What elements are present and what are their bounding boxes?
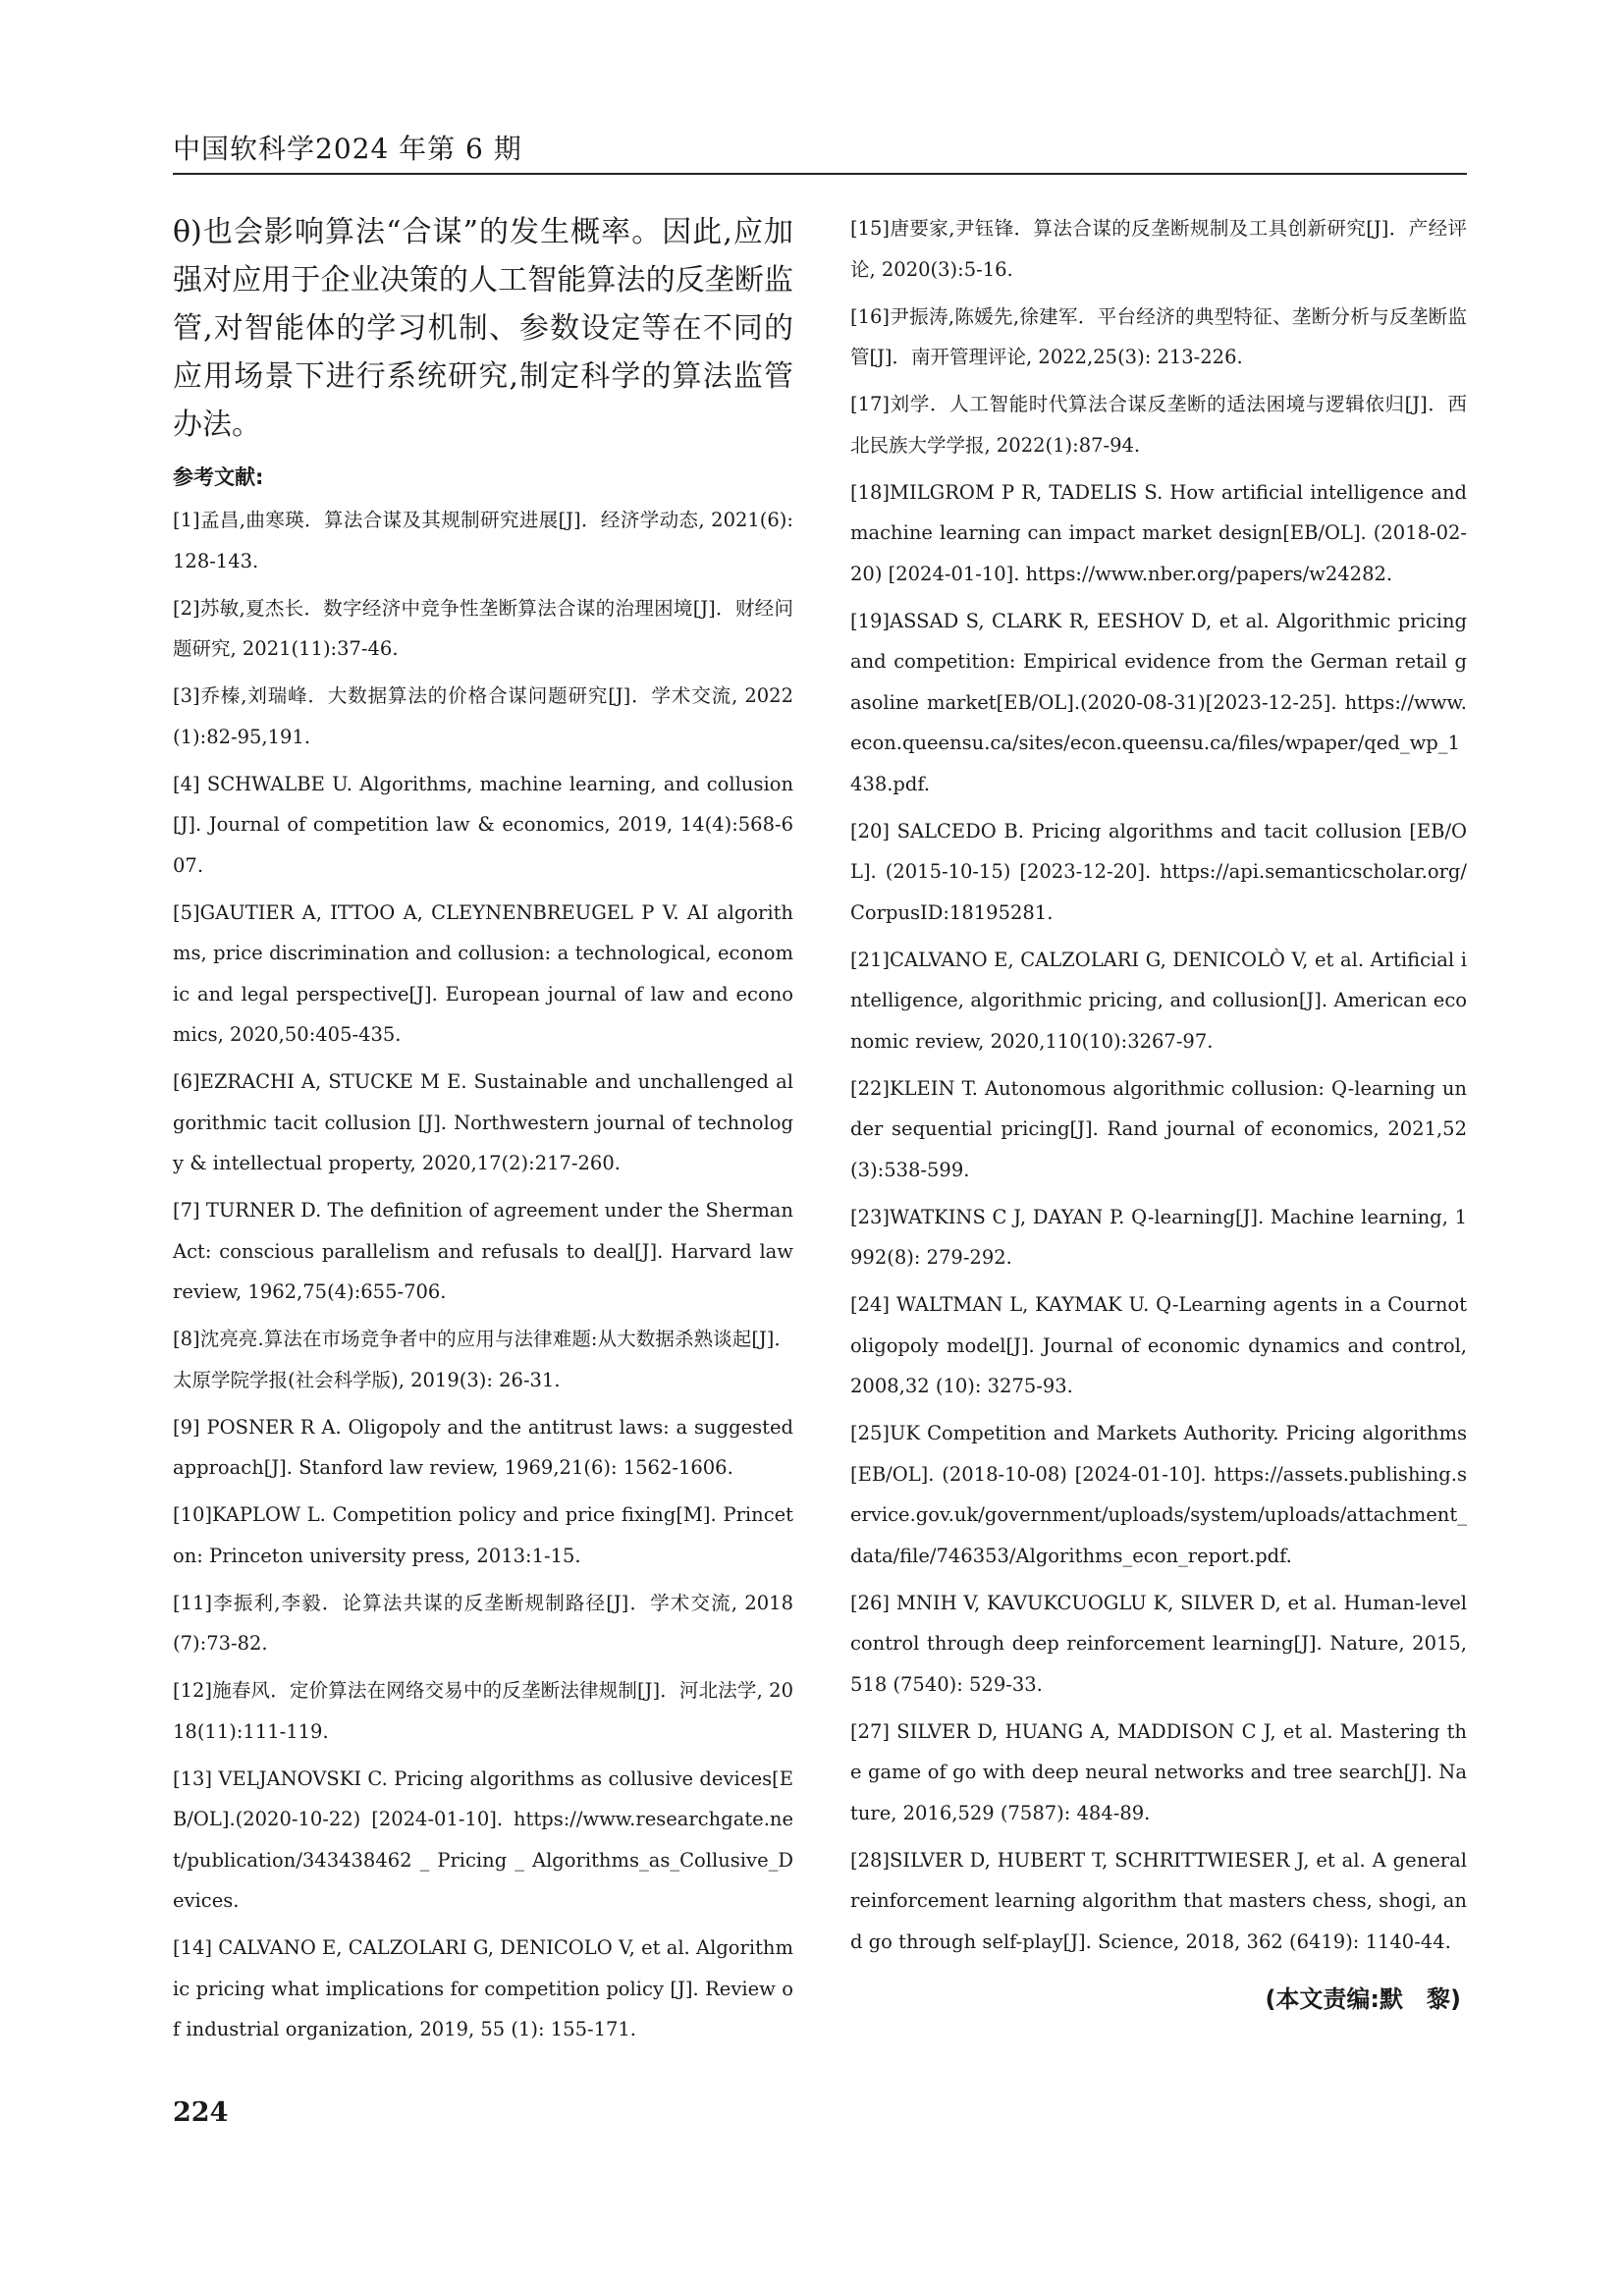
right-column <box>850 208 1467 2014</box>
reference-13: [13] VELJANOVSKI C. Pricing algorithms as collusive devices[EB/OL].(2020-10-22) [2024-01-10]. https://www.researchgate.net/publication/343438462 _ Pricing _ Algorithms_as_Collusive_Devices. <box>173 1766 793 1912</box>
reference-6: [6]EZRACHI A, STUCKE M E. Sustainable and unchallenged algorithmic tacit collusion [J]. Northwestern journal of technology & intellectual property, 2020,17(2):217-260. <box>173 1070 793 1174</box>
reference-22: [22]KLEIN T. Autonomous algorithmic collusion: Q-learning under sequential pricing[J]. Rand journal of economics, 2021,52(3):538-599. <box>850 1076 1467 1181</box>
references-title: 参考文献: <box>173 465 264 489</box>
reference-8: [8]沈亮亮.算法在市场竞争者中的应用与法律难题:从大数据杀熟谈起[J]．太原学院学报(社会科学版), 2019(3): 26-31. <box>173 1328 793 1391</box>
reference-15: [15]唐要家,尹钰锋．算法合谋的反垄断规制及工具创新研究[J]．产经评论, 2020(3):5-16. <box>850 217 1467 281</box>
reference-12: [12]施春风．定价算法在网络交易中的反垄断法律规制[J]．河北法学, 2018(11):111-119. <box>173 1679 793 1743</box>
reference-7: [7] TURNER D. The definition of agreement under the Sherman Act: conscious parallelism and refusals to deal[J]. Harvard law review, 1962,75(4):655-706. <box>173 1199 793 1303</box>
reference-21: [21]CALVANO E, CALZOLARI G, DENICOLÒ V, et al. Artificial intelligence, algorithmic pricing, and collusion[J]. American economic review, 2020,110(10):3267-97. <box>850 948 1467 1053</box>
reference-4: [4] SCHWALBE U. Algorithms, machine learning, and collusion[J]. Journal of competition law & economics, 2019, 14(4):568-607. <box>173 772 793 877</box>
references-right <box>850 208 1467 1962</box>
reference-11: [11]李振利,李毅．论算法共谋的反垄断规制路径[J]．学术交流, 2018(7):73-82. <box>173 1591 793 1655</box>
reference-14: [14] CALVANO E, CALZOLARI G, DENICOLO V, et al. Algorithmic pricing what implications for competition policy [J]. Review of industrial organization, 2019, 55 (1): 155-171. <box>173 1936 793 2040</box>
reference-28: [28]SILVER D, HUBERT T, SCHRITTWIESER J, et al. A general reinforcement learning algorithm that masters chess, shogi, and go through self-play[J]. Science, 2018, 362 (6419): 1140-44. <box>850 1848 1467 1953</box>
reference-2: [2]苏敏,夏杰长．数字经济中竞争性垄断算法合谋的治理困境[J]．财经问题研究, 2021(11):37-46. <box>173 596 793 660</box>
reference-27: [27] SILVER D, HUANG A, MADDISON C J, et al. Mastering the game of go with deep neural networks and tree search[J]. Nature, 2016,529 (7587): 484-89. <box>850 1719 1467 1824</box>
reference-17: [17]刘学．人工智能时代算法合谋反垄断的适法困境与逻辑依归[J]．西北民族大学学报, 2022(1):87-94. <box>850 393 1467 457</box>
reference-1: [1]孟昌,曲寒瑛．算法合谋及其规制研究进展[J]．经济学动态, 2021(6):128-143. <box>173 509 793 572</box>
reference-16: [16]尹振涛,陈媛先,徐建军．平台经济的典型特征、垄断分析与反垄断监管[J]．南开管理评论, 2022,25(3): 213-226. <box>850 304 1467 368</box>
page-number: 224 <box>173 2097 229 2128</box>
reference-5: [5]GAUTIER A, ITTOO A, CLEYNENBREUGEL P V. AI algorithms, price discrimination and collusion: a technological, economic and legal perspective[J]. European journal of law and economics, 2020,50:405-435. <box>173 900 793 1046</box>
reference-9: [9] POSNER R A. Oligopoly and the antitrust laws: a suggested approach[J]. Stanford law review, 1969,21(6): 1562-1606. <box>173 1415 793 1479</box>
reference-10: [10]KAPLOW L. Competition policy and price fixing[M]. Princeton: Princeton university press, 2013:1-15. <box>173 1503 793 1567</box>
reference-20: [20] SALCEDO B. Pricing algorithms and tacit collusion [EB/OL]. (2015-10-15) [2023-12-20]. https://api.semanticscholar.org/CorpusID:18195281. <box>850 819 1467 924</box>
reference-18: [18]MILGROM P R, TADELIS S. How artificial intelligence and machine learning can impact market design[EB/OL]. (2018-02-20) [2024-01-10]. https://www.nber.org/papers/w24282. <box>850 480 1467 585</box>
reference-19: [19]ASSAD S, CLARK R, EESHOV D, et al. Algorithmic pricing and competition: Empirical evidence from the German retail gasoline market[EB/OL].(2020-08-31)[2023-12-25]. https://www.econ.queensu.ca/sites/econ.queensu.ca/files/wpaper/qed_wp_1438.pdf. <box>850 609 1467 795</box>
reference-26: [26] MNIH V, KAVUKCUOGLU K, SILVER D, et al. Human-level control through deep reinforcement learning[J]. Nature, 2015,518 (7540): 529-33. <box>850 1591 1467 1696</box>
body-paragraph: θ)也会影响算法“合谋”的发生概率。因此,应加强对应用于企业决策的人工智能算法的反垄断监管,对智能体的学习机制、参数设定等在不同的应用场景下进行系统研究,制定科学的算法监管办法。 <box>173 215 793 442</box>
reference-3: [3]乔榛,刘瑞峰．大数据算法的价格合谋问题研究[J]．学术交流, 2022(1):82-95,191. <box>173 684 793 748</box>
header-rule <box>173 173 1467 175</box>
left-column <box>173 208 793 2056</box>
reference-25: [25]UK Competition and Markets Authority. Pricing algorithms [EB/OL]. (2018-10-08) [2024-01-10]. https://assets.publishing.service.gov.uk/government/uploads/system/uploads/attachment_data/file/746353/Algorithms_econ_report.pdf. <box>850 1422 1467 1567</box>
editor-note: (本文责编:默 黎) <box>1265 1985 1461 2013</box>
journal-header: 中国软科学2024 年第 6 期 <box>173 133 522 165</box>
reference-23: [23]WATKINS C J, DAYAN P. Q-learning[J]. Machine learning, 1992(8): 279-292. <box>850 1205 1467 1269</box>
references-left <box>173 500 793 2050</box>
reference-24: [24] WALTMAN L, KAYMAK U. Q-Learning agents in a Cournot oligopoly model[J]. Journal of economic dynamics and control, 2008,32 (10): 3275-93. <box>850 1293 1467 1397</box>
